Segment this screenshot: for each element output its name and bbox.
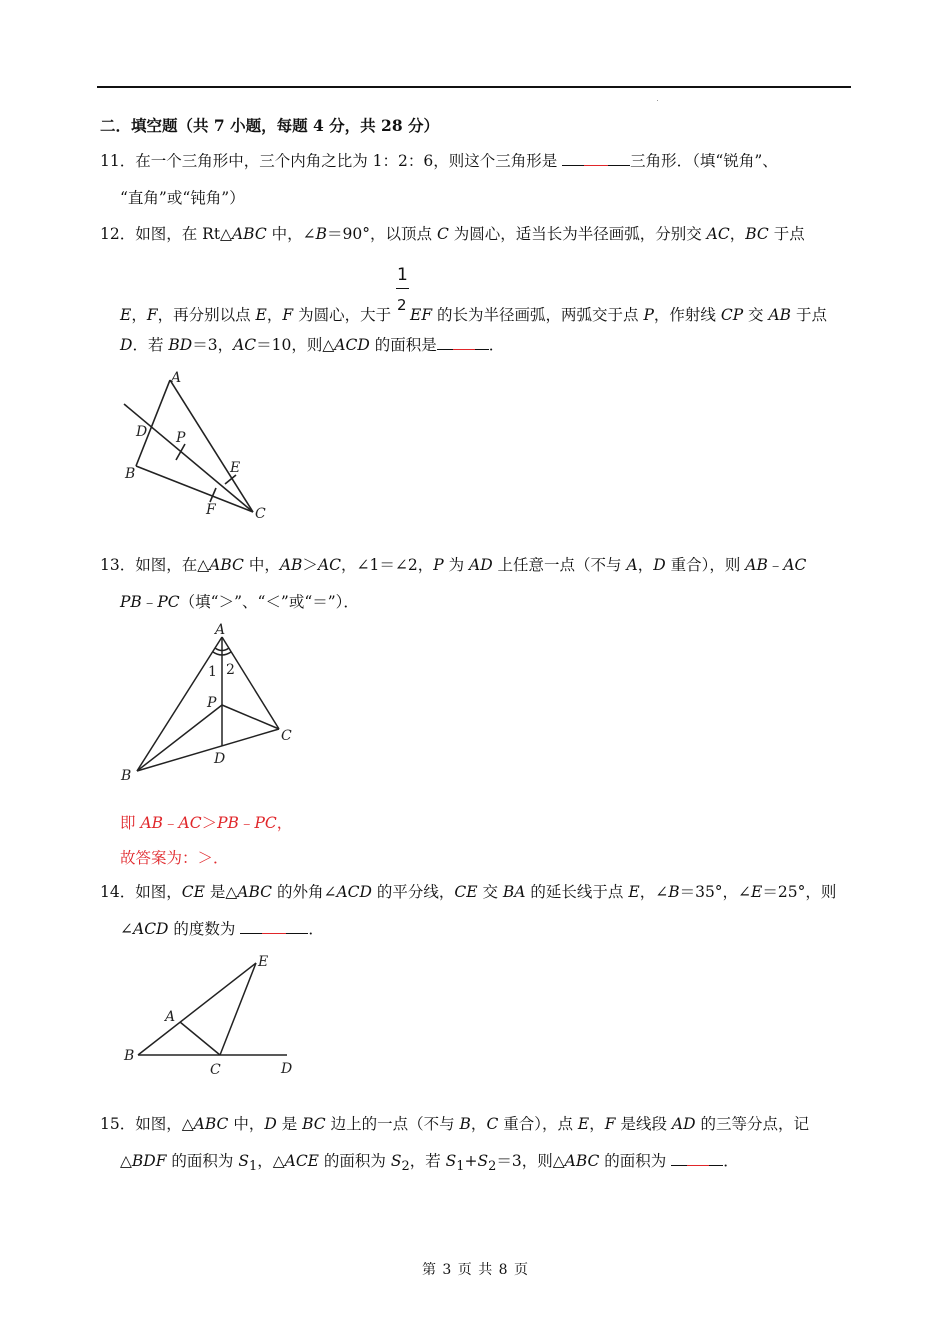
section-heading: 二．填空题（共 7 小题，每题 4 分，共 28 分） <box>100 116 440 135</box>
q12-label-E: E <box>230 460 241 476</box>
q15-line2: △BDF 的面积为 $S_1$，△ACE 的面积为 $S_2$，若 $S_1+S_2=3$，则△ABC 的面积为 ． <box>120 1149 880 1179</box>
q14-figure <box>118 944 304 1080</box>
q13-label-C: C <box>281 728 292 744</box>
q12-label-F: F <box>206 502 216 518</box>
q15-answer-blank[interactable] <box>671 1149 723 1166</box>
q12-line3: D．若 BD＝3，AC＝10，则△ACD 的面积是 ． <box>120 333 880 357</box>
q12-line2: E，F，再分别以点 E，F 为圆心，大于 $\frac{1}{2}$ EF 的长为半径画弧，两弧交于点 P，作射线 CP 交 AB 于点 <box>120 265 828 324</box>
q12-line1: 12．如图，在 Rt△ABC 中，∠B＝90°，以顶点 C 为圆心，适当长为半径画弧，分别交 AC，BC 于点 <box>100 225 805 243</box>
q12-label-P: P <box>176 430 186 446</box>
page-footer: 第 3 页 共 8 页 <box>421 1262 529 1278</box>
stray-dot <box>657 100 658 101</box>
q13-label-D: D <box>214 751 226 767</box>
fraction-one-half: $\frac{1}{2}$ <box>397 265 408 314</box>
q12-label-B: B <box>125 466 136 482</box>
q14-answer-blank[interactable] <box>240 917 308 934</box>
q13-label-angle2: 2 <box>226 662 235 678</box>
q14-line2: ∠ACD 的度数为 ． <box>120 917 880 941</box>
q12-answer-blank[interactable] <box>437 333 489 350</box>
q12-figure <box>118 362 278 528</box>
q14-label-A: A <box>165 1009 176 1025</box>
q12-label-A: A <box>171 370 182 386</box>
q13-label-A: A <box>215 622 226 638</box>
q13-label-angle1: 1 <box>208 664 217 680</box>
q13-line2: PB﹣PC（填“＞”、“＜”或“＝”）． <box>120 593 359 611</box>
q14-label-C: C <box>210 1062 221 1078</box>
q12-label-C: C <box>255 506 266 522</box>
q14-label-D: D <box>281 1061 293 1077</box>
q14-label-E: E <box>258 954 269 970</box>
q15-line1: 15．如图，△ABC 中，D 是 BC 边上的一点（不与 B，C 重合），点 E，F 是线段 AD 的三等分点，记 <box>100 1115 809 1133</box>
q13-label-B: B <box>121 768 132 784</box>
q13-figure <box>116 620 300 788</box>
q13-label-P: P <box>207 695 217 711</box>
q12-label-D: D <box>136 424 148 440</box>
q13-answer-line2: 故答案为：＞． <box>120 849 229 867</box>
q11-answer-blank[interactable] <box>562 149 630 166</box>
q13-answer-line1: 即 AB﹣AC＞PB﹣PC， <box>120 814 293 832</box>
q11-line2: “直角”或“钝角”） <box>120 189 245 207</box>
header-rule <box>97 86 851 88</box>
q14-line1: 14．如图，CE 是△ABC 的外角∠ACD 的平分线，CE 交 BA 的延长线于点 E，∠B＝35°，∠E＝25°，则 <box>100 883 837 901</box>
q14-label-B: B <box>124 1048 135 1064</box>
q11-line1: 11．在一个三角形中，三个内角之比为 1：2：6，则这个三角形是 三角形．（填“锐角”、 <box>100 149 860 173</box>
q13-line1: 13．如图，在△ABC 中，AB＞AC，∠1＝∠2，P 为 AD 上任意一点（不与 A，D 重合），则 AB﹣AC <box>100 556 807 574</box>
